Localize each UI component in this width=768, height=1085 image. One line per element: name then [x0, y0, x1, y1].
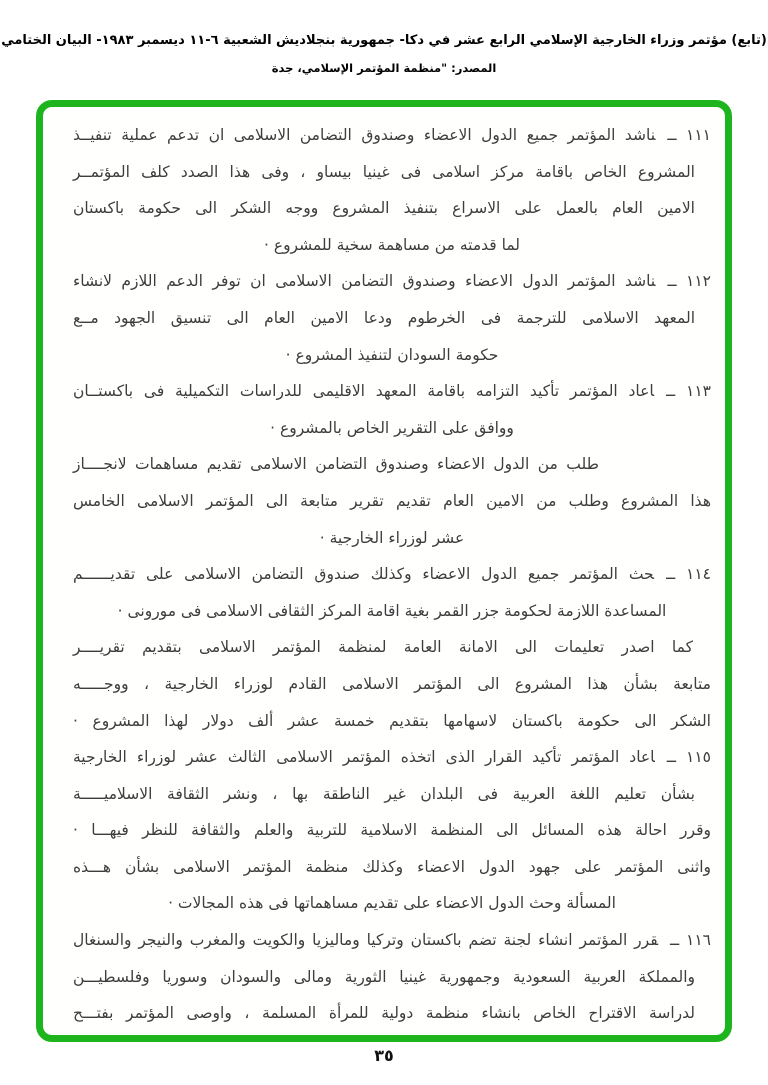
paragraph-text: ناشد المؤتمر جميع الدول الاعضاء وصندوق التضامن الاسلامى ان تدعم عملية تنفيــذ [73, 126, 656, 144]
page-number: ٣٥ [374, 1046, 394, 1065]
paragraph-line: متابعة بشأن هذا المشروع الى المؤتمر الاسلامى القادم لوزراء الخارجية ، ووجـــــه [73, 674, 711, 693]
green-frame [36, 100, 732, 1042]
paragraph-line: عشر لوزراء الخارجية · [319, 528, 465, 547]
paragraph-line: المسألة وحث الدول الاعضاء على تقديم مساهماتها فى هذه المجالات · [168, 894, 616, 913]
paragraph-line [73, 556, 711, 593]
paragraph-line: والمملكة العربية السعودية وجمهورية غينيا الثورية ومالى والسودان وسوريا وفلسطيـــن [73, 967, 695, 986]
paragraph-text: ناشد المؤتمر الدول الاعضاء وصندوق التضامن الاسلامى ان توفر الدعم اللازم لانشاء [73, 272, 656, 291]
paragraph-line: المعهد الاسلامى للترجمة فى الخرطوم ودعا الامين العام الى تنسيق الجهود مــع [73, 308, 695, 327]
paragraph-line: لما قدمته من مساهمة سخية للمشروع · [263, 235, 521, 254]
paragraph-number: ١١٦ ــ [670, 931, 712, 950]
paragraph-line: هذا المشروع وطلب من الامين العام تقديم تقرير متابعة الى المؤتمر الاسلامى الخامس [73, 491, 711, 510]
paragraph-line [73, 739, 711, 776]
paragraph-number: ١١٥ ــ [666, 748, 712, 767]
paragraph-line: المشروع الخاص باقامة مركز اسلامى فى غينيا بيساو ، وفى هذا الصدد كلف المؤتمــر [73, 162, 695, 181]
paragraph-line: كما اصدر تعليمات الى الامانة العامة لمنظمة المؤتمر الاسلامى بتقديم تقريــــر [73, 638, 693, 657]
paragraph-115 [73, 739, 711, 849]
paragraph-111 [73, 117, 711, 263]
paragraph-line: حكومة السودان لتنفيذ المشروع · [285, 345, 499, 364]
paragraph-number: ١١٣ ــ [666, 382, 711, 401]
paragraph-113-continuation [73, 446, 711, 556]
paragraph-line [73, 117, 711, 154]
paragraph-number: ١١٢ ــ [667, 272, 712, 291]
paragraph-line: طلب من الدول الاعضاء وصندوق التضامن الاسلامى تقديم مساهمات لانجــــاز [73, 455, 599, 474]
paragraph-line: المساعدة اللازمة لحكومة جزر القمر بغية اقامة المركز الثقافى الاسلامى فى مورونى · [117, 601, 667, 620]
document-title: (تابع) مؤتمر وزراء الخارجية الإسلامي الرابع عشر في دكا- جمهورية بنجلاديش الشعبية ٦-١١ ديسمبر ١٩٨٣- البيان الختامي [1, 33, 767, 48]
paragraph-number: ١١١ ــ [667, 126, 711, 144]
paragraph-114-continuation [73, 629, 711, 739]
paragraph-line: واثنى المؤتمر على جهود الدول الاعضاء وكذلك منظمة المؤتمر الاسلامى بشأن هـــذه [73, 857, 711, 876]
document-source: المصدر: "منظمة المؤتمر الإسلامي، جدة [271, 61, 497, 75]
paragraph-line: لدراسة الاقتراح الخاص بانشاء منظمة دولية للمرأة المسلمة ، واوصى المؤتمر بفتـــح [73, 1004, 695, 1023]
document-header [0, 30, 768, 76]
paragraph-line: الامين العام بالعمل على الاسراع بتنفيذ المشروع ووجه الشكر الى حكومة باكستان [73, 199, 695, 218]
paragraph-113 [73, 373, 711, 446]
paragraph-text: حث المؤتمر جميع الدول الاعضاء وكذلك صندوق التضامن الاسلامى على تقديــــــم [73, 565, 655, 584]
paragraph-number: ١١٤ ــ [666, 565, 711, 584]
paragraph-114 [73, 556, 711, 629]
paragraph-line [73, 373, 711, 410]
paragraph-112 [73, 263, 711, 373]
paragraph-116 [73, 922, 711, 1032]
paragraph-line: الشكر الى حكومة باكستان لاسهامها بتقديم خمسة عشر ألف دولار لهذا المشروع · [73, 711, 711, 730]
paragraph-text: اعاد المؤتمر تأكيد القرار الذى اتخذه المؤتمر الاسلامى الثالث عشر لوزراء الخارجية [73, 748, 655, 767]
paragraph-line [73, 922, 711, 959]
paragraph-line: ووافق على التقرير الخاص بالمشروع · [270, 418, 514, 437]
paragraph-line: وقرر احالة هذه المسائل الى المنظمة الاسلامية للتربية والعلم والثقافة للنظر فيهـــا · [73, 821, 711, 840]
paragraph-line [73, 263, 711, 300]
document-body [73, 117, 711, 1035]
paragraph-line: بشأن تعليم اللغة العربية فى البلدان غير الناطقة بها ، ونشر الثقافة الاسلاميـــــة [73, 784, 695, 803]
paragraph-text: قرر المؤتمر انشاء لجنة تضم باكستان وتركيا وماليزيا والكويت والمغرب والنيجر والسنغال [73, 931, 659, 950]
paragraph-115-continuation [73, 849, 711, 922]
paragraph-text: اعاد المؤتمر تأكيد التزامه باقامة المعهد الاقليمى للدراسات التكميلية فى باكستــان [73, 382, 655, 401]
